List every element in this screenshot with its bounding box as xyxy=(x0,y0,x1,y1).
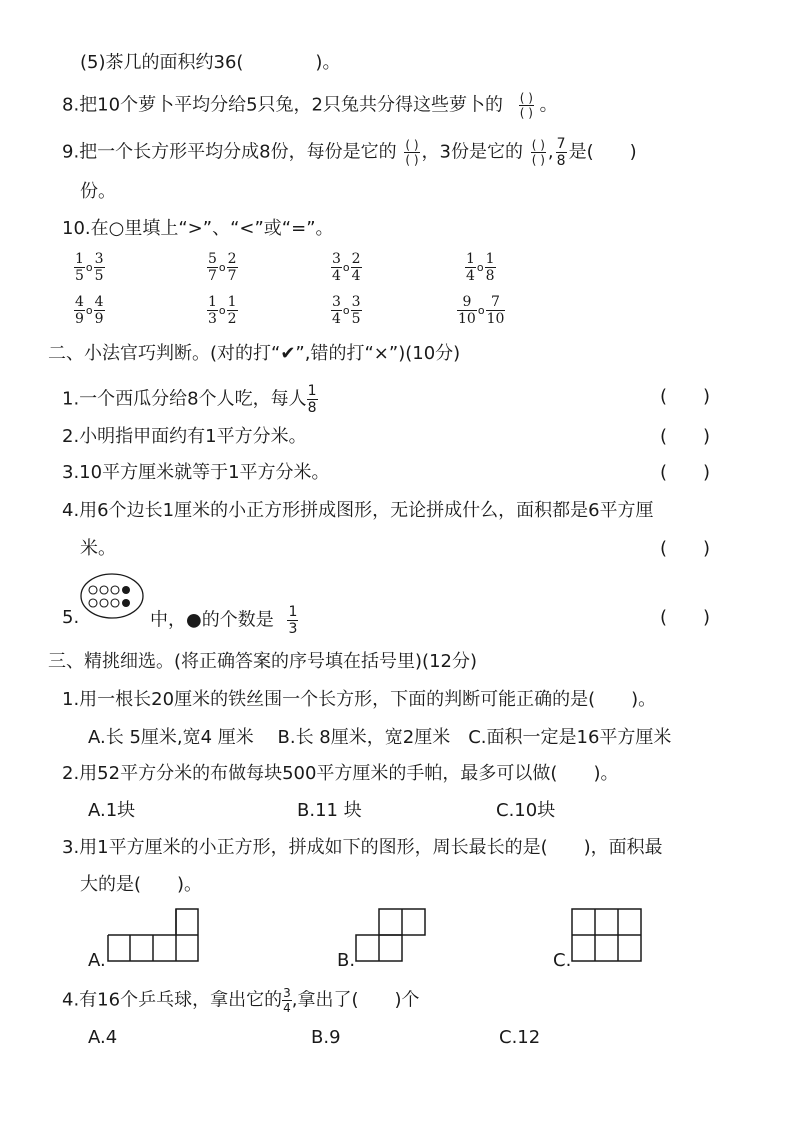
compare-circle-icon[interactable]: o xyxy=(85,304,93,317)
question-9-text: 9.把一个长方形平均分成8份，每份是它的 xyxy=(62,141,397,163)
fraction-one-third: $\frac{1}{3}$ xyxy=(288,604,298,637)
question-9-after: 是( ) xyxy=(568,141,637,163)
choice-question-4-text-end: ,拿出了( )个 xyxy=(291,989,420,1011)
compare-circle-icon[interactable]: o xyxy=(342,304,350,317)
answer-blank[interactable]: ( ) xyxy=(660,462,711,483)
comparison-item: $\frac{3}{4}$ o $\frac{2}{4}$ xyxy=(332,251,361,284)
question-8 xyxy=(62,92,558,119)
choice-question-2: 2.用52平方分米的布做每块500平方厘米的手帕，最多可以做( )。 xyxy=(62,763,619,784)
question-9-continuation: 份。 xyxy=(80,181,116,202)
compare-circle-icon[interactable]: o xyxy=(476,261,484,274)
question-5-sub: (5)茶几的面积约36( )。 xyxy=(80,52,341,73)
compare-circle-icon[interactable]: o xyxy=(342,261,350,274)
comparison-item: $\frac{1}{4}$ o $\frac{1}{8}$ xyxy=(466,251,495,284)
compare-circle-icon[interactable]: o xyxy=(218,261,226,274)
section-heading-judge: 二、小法官巧判断。(对的打“✔”,错的打“×”)(10分) xyxy=(48,343,461,364)
fraction-three-quarters: $\frac{3}{4}$ xyxy=(283,986,291,1015)
section-heading-choice: 三、精挑细选。(将正确答案的序号填在括号里)(12分) xyxy=(48,651,477,672)
question-9: 9.把一个长方形平均分成8份，每份是它的 $\frac{( )}{( )}$ ，3份是它的 $\frac{( )}{( )}$ , $\frac{7}{8}$ 是( ) xyxy=(62,136,637,169)
judge-question-4-continuation: 米。 xyxy=(80,538,116,559)
answer-blank[interactable]: ( ) xyxy=(660,426,711,447)
question-9-mid: ，3份是它的 xyxy=(421,141,523,163)
choice-question-1-options: A.长 5厘米,宽4 厘米 B.长 8厘米，宽2厘米 C.面积一定是16平方厘米 xyxy=(88,727,672,748)
comparison-item: $\frac{5}{7}$ o $\frac{2}{7}$ xyxy=(208,251,237,284)
answer-blank[interactable]: ( ) xyxy=(660,386,711,407)
judge-question-1-text: 1.一个西瓜分给8个人吃，每人 xyxy=(62,388,307,410)
fraction-blank: $\frac{( )}{( )}$ xyxy=(519,91,533,120)
shape-label-b: B. xyxy=(337,950,356,971)
answer-blank[interactable]: ( ) xyxy=(660,607,711,628)
shape-label-a: A. xyxy=(88,950,106,971)
question-10: 10.在○里填上“>”、“<”或“=”。 xyxy=(62,218,334,239)
question-8-text: 8.把10个萝卜平均分给5只兔，2只兔共分得这些萝卜的 xyxy=(62,94,503,116)
option-b[interactable]: B.9 xyxy=(311,1027,341,1048)
option-c[interactable]: C.10块 xyxy=(496,800,556,821)
fraction-one-eighth: $\frac{1}{8}$ xyxy=(307,383,317,416)
choice-question-3: 3.用1平方厘米的小正方形，拼成如下的图形，周长最长的是( )，面积最 xyxy=(62,837,663,858)
shape-label-c: C. xyxy=(553,950,572,971)
choice-question-3-continuation: 大的是( )。 xyxy=(80,874,203,895)
compare-circle-icon[interactable]: o xyxy=(218,304,226,317)
answer-blank[interactable]: ( ) xyxy=(660,538,711,559)
choice-question-4 xyxy=(62,987,420,1014)
comparison-item: $\frac{1}{5}$ o $\frac{3}{5}$ xyxy=(75,251,104,284)
judge-question-1 xyxy=(62,384,318,415)
judge-question-5-number: 5. xyxy=(62,607,80,628)
compare-circle-icon[interactable]: o xyxy=(85,261,93,274)
option-a[interactable]: A.4 xyxy=(88,1027,118,1048)
shape-a-figure xyxy=(106,907,202,963)
judge-question-4: 4.用6个边长1厘米的小正方形拼成图形，无论拼成什么，面积都是6平方厘 xyxy=(62,500,654,521)
fraction-blank: $\frac{( )}{( )}$ xyxy=(405,138,419,167)
fraction-blank: $\frac{( )}{( )}$ xyxy=(531,138,545,167)
judge-question-5-text: 中，●的个数是 xyxy=(150,609,274,631)
comparison-item: $\frac{9}{10}$ o $\frac{7}{10}$ xyxy=(458,294,505,327)
option-a[interactable]: A.1块 xyxy=(88,800,136,821)
option-c[interactable]: C.12 xyxy=(499,1027,541,1048)
choice-question-4-text: 4.有16个乒乓球，拿出它的 xyxy=(62,989,283,1011)
comparison-item: $\frac{3}{4}$ o $\frac{3}{5}$ xyxy=(332,294,361,327)
judge-question-3: 3.10平方厘米就等于1平方分米。 xyxy=(62,462,330,483)
question-8-end: 。 xyxy=(539,94,558,116)
comparison-item: $\frac{1}{3}$ o $\frac{1}{2}$ xyxy=(208,294,237,327)
dots-oval-figure xyxy=(78,570,148,622)
fraction-seven-eighths: $\frac{7}{8}$ xyxy=(556,136,566,169)
option-b[interactable]: B.11 块 xyxy=(297,800,362,821)
compare-circle-icon[interactable]: o xyxy=(477,304,485,317)
judge-question-5 xyxy=(150,605,298,636)
shape-b-figure xyxy=(354,907,428,963)
judge-question-2: 2.小明指甲面约有1平方分米。 xyxy=(62,426,307,447)
choice-question-1: 1.用一根长20厘米的铁丝围一个长方形，下面的判断可能正确的是( )。 xyxy=(62,689,657,710)
shape-c-figure xyxy=(570,907,644,963)
comparison-item: $\frac{4}{9}$ o $\frac{4}{9}$ xyxy=(75,294,104,327)
